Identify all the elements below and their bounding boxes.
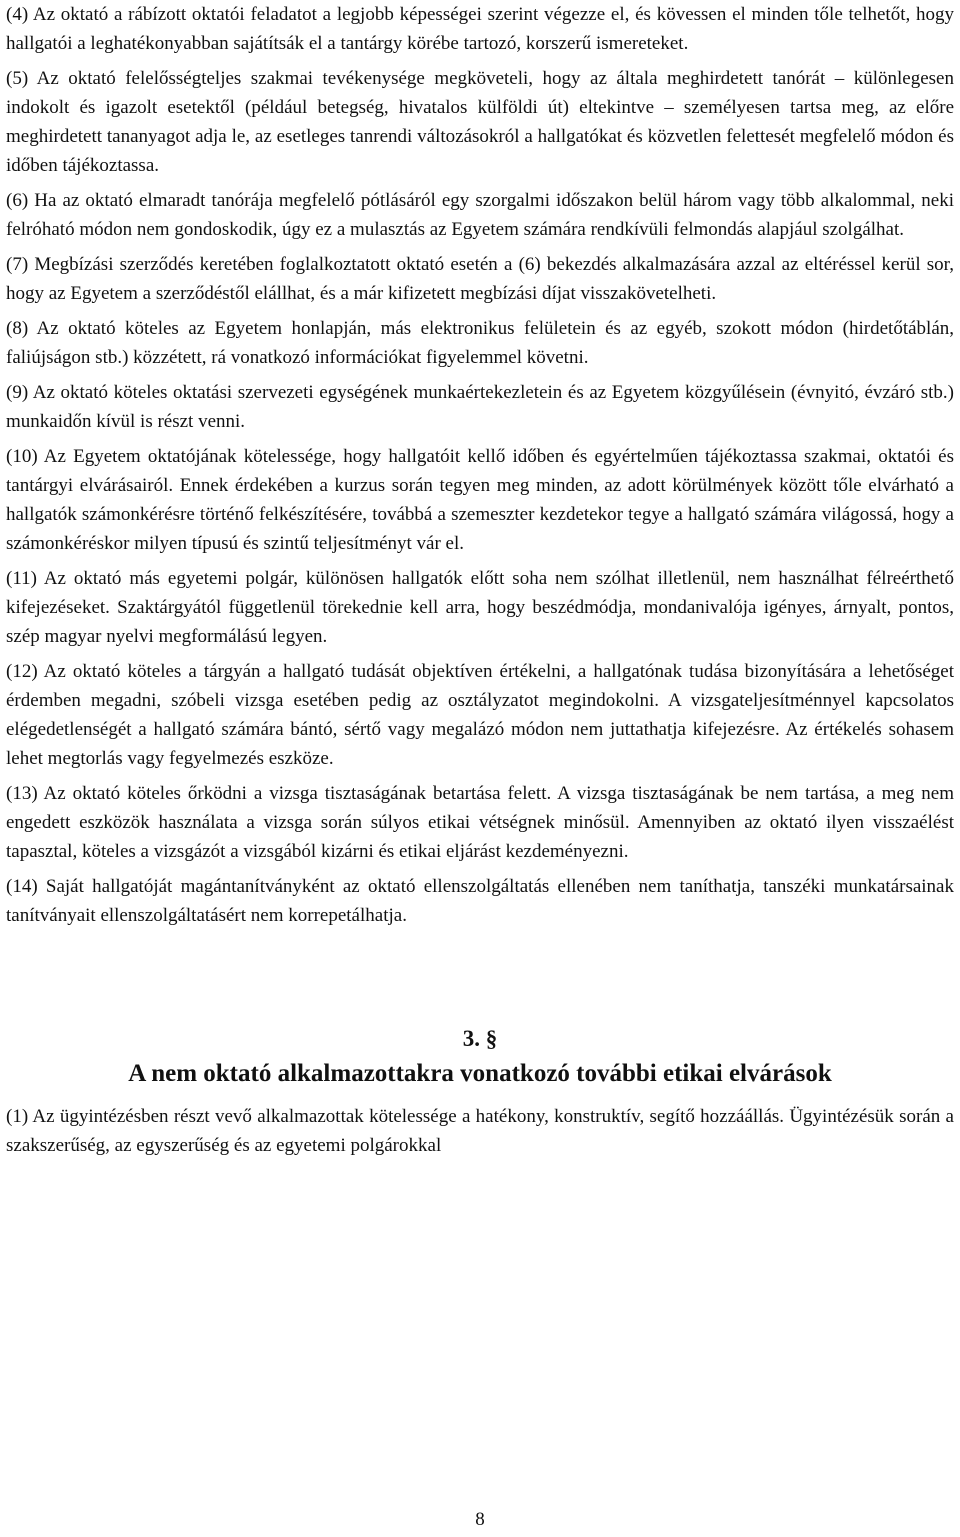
- section-paragraph-list: [6, 1102, 954, 1160]
- paragraph-4: (4) Az oktató a rábízott oktatói feladatot a legjobb képességei szerint végezze el, és kövessen el minden tőle telhetőt, hogy hallgatói a leghatékonyabban sajátítsák el a tantárgy körébe tartozó, korszerű ismereteket.: [6, 4, 954, 54]
- section-heading: [6, 1022, 954, 1092]
- paragraph-9: (9) Az oktató köteles oktatási szervezeti egységének munkaértekezletein és az Egyetem közgyűlésein (évnyitó, évzáró stb.) munkaidőn kívül is részt venni.: [6, 382, 954, 432]
- paragraph-5: (5) Az oktató felelősségteljes szakmai tevékenysége megköveteli, hogy az általa meghirdetett tanórát – különlegesen indokolt és igazolt esetektől (például betegség, hivatalos külföldi út) eltekintve – személyesen tartsa meg, az előre meghirdetett tananyagot adja le, az esetleges tanrendi változásokról a hallgatókat és közvetlen felettesét megfelelő módon és időben tájékoztassa.: [6, 68, 954, 176]
- paragraph-12: (12) Az oktató köteles a tárgyán a hallgató tudását objektíven értékelni, a hallgatónak tudása bizonyítására a lehetőséget érdemben megadni, szóbeli vizsga esetében pedig az osztályzatot megindokolni. A vizsgateljesítménnyel kapcsolatos elégedetlenségét a hallgató számára bántó, sértő vagy megalázó módon nem juttathatja kifejezésre. Az értékelés sohasem lehet megtorlás vagy fegyelmezés eszköze.: [6, 661, 954, 769]
- section-number: 3. §: [462, 1026, 498, 1051]
- paragraph-11: (11) Az oktató más egyetemi polgár, különösen hallgatók előtt soha nem szólhat illetlenül, nem használhat félreérthető kifejezéseket. Szaktárgyától függetlenül törekednie kell arra, hogy beszédmódja, mondanivalója igényes, árnyalt, pontos, szép magyar nyelvi megformálású legyen.: [6, 568, 954, 647]
- paragraph-13: (13) Az oktató köteles őrködni a vizsga tisztaságának betartása felett. A vizsga tisztaságának be nem tartása, a meg nem engedett eszközök használata a vizsga során súlyos etikai vétségnek minősül. Amennyiben az oktató ilyen visszaélést tapasztal, köteles a vizsgázót a vizsgából kizárni és etikai eljárást kezdeményezni.: [6, 783, 954, 862]
- paragraph-list: [6, 0, 954, 930]
- paragraph-7: (7) Megbízási szerződés keretében foglalkoztatott oktató esetén a (6) bekezdés alkalmazására azzal az eltéréssel kerül sor, hogy az Egyetem a szerződéstől elállhat, és a már kifizetett megbízási díjat visszakövetelheti.: [6, 254, 954, 304]
- document-page: [6, 0, 954, 1160]
- paragraph-6: (6) Ha az oktató elmaradt tanórája megfelelő pótlásáról egy szorgalmi időszakon belül három vagy több alkalommal, neki felróható módon nem gondoskodik, úgy ez a mulasztás az Egyetem számára rendkívüli felmondás alapjául szolgálhat.: [6, 190, 954, 240]
- section-title: A nem oktató alkalmazottakra vonatkozó további etikai elvárások: [128, 1060, 832, 1087]
- paragraph-14: (14) Saját hallgatóját magántanítványként az oktató ellenszolgáltatás ellenében nem taníthatja, tanszéki munkatársainak tanítványait ellenszolgáltatásért nem korrepetálhatja.: [6, 876, 954, 926]
- section-paragraph-1: (1) Az ügyintézésben részt vevő alkalmazottak kötelessége a hatékony, konstruktív, segítő hozzáállás. Ügyintézésük során a szakszerűség, az egyszerűség és az egyetemi polgárokkal: [6, 1106, 954, 1156]
- paragraph-10: (10) Az Egyetem oktatójának kötelessége, hogy hallgatóit kellő időben és egyértelműen tájékoztassa szakmai, oktatói és tantárgyi elvárásairól. Ennek érdekében a kurzus során tegyen meg minden, az adott körülmények között tőle elvárható a hallgatók számonkérésre történő felkészítésére, továbbá a szemeszter kezdetekor tegye a hallgató számára világossá, hogy a számonkéréskor milyen típusú és szintű teljesítményt vár el.: [6, 446, 954, 554]
- paragraph-8: (8) Az oktató köteles az Egyetem honlapján, más elektronikus felületein és az egyéb, szokott módon (hirdetőtáblán, faliújságon stb.) közzétett, rá vonatkozó információkat figyelemmel követni.: [6, 318, 954, 368]
- page-number: 8: [475, 1509, 485, 1530]
